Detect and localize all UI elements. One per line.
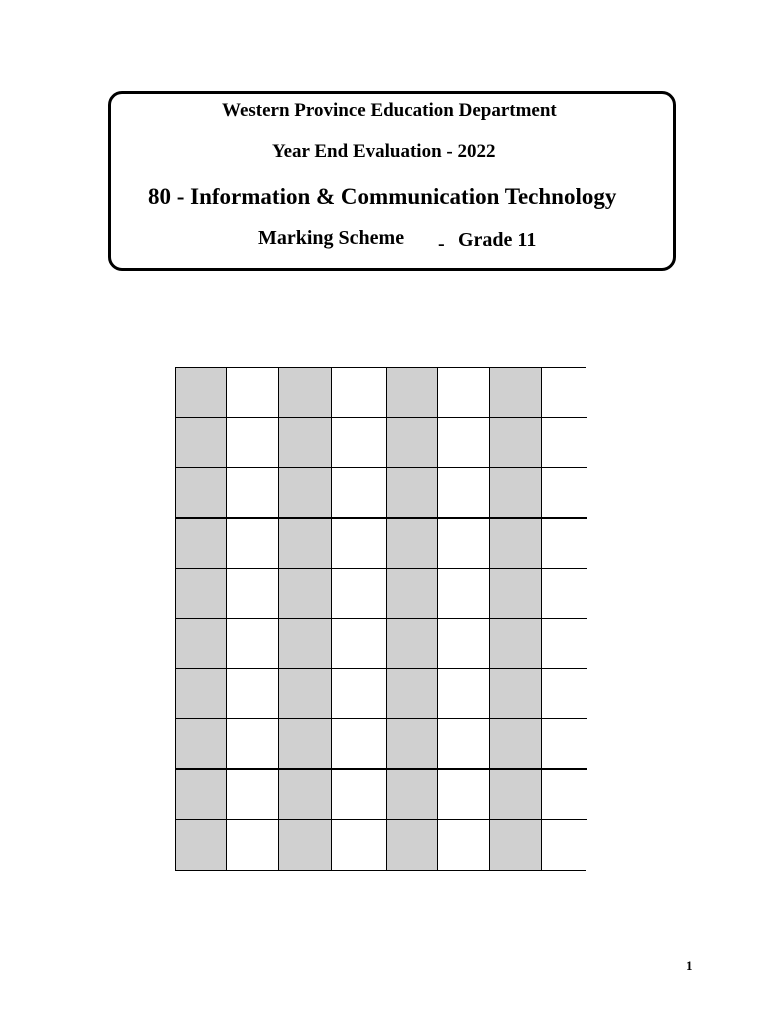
grid-cell [438,418,490,468]
grid-cell [438,820,490,870]
grid-cell [490,619,542,669]
grid-cell [279,770,332,820]
grid-cell [176,719,227,769]
grid-cell [176,569,227,619]
grid-cell [542,719,587,769]
grid-cell [227,468,279,518]
grid-cell [438,619,490,669]
grid-cell [279,569,332,619]
grid-cell [387,368,438,418]
grid-cell [227,619,279,669]
grid-cell [490,468,542,518]
grid-cell [176,770,227,820]
page-number: 1 [686,958,693,973]
grid-cell [387,468,438,518]
grid-cell [176,368,227,418]
grid-cell [332,619,387,669]
grid-cell [176,669,227,719]
grid-cell [279,619,332,669]
grid-cell [279,468,332,518]
grid-cell [387,418,438,468]
marking-scheme-label: Marking Scheme [258,227,405,249]
grid-cell [387,669,438,719]
grid-cell [542,770,587,820]
grid-cell [438,519,490,569]
grid-cell [279,368,332,418]
grid-cell [387,719,438,769]
grid-cell [332,770,387,820]
grid-cell [279,669,332,719]
grid-cell [490,569,542,619]
grid-cell [332,368,387,418]
grid-cell [332,669,387,719]
grid-cell [332,719,387,769]
grid-cell [438,368,490,418]
grid-cell [542,619,587,669]
grid-cell [490,368,542,418]
grid-cell [490,418,542,468]
grid-cell [332,468,387,518]
grid-cell [490,770,542,820]
grid-cell [438,669,490,719]
grid-cell [542,820,587,870]
grid-cell [438,569,490,619]
grid-cell [227,368,279,418]
grid-cell [387,770,438,820]
grid-cell [279,519,332,569]
grid-cell [176,418,227,468]
grid-cell [227,569,279,619]
grid-cell [176,468,227,518]
grid-cell [490,669,542,719]
grid-cell [176,820,227,870]
grid-cell [387,519,438,569]
grid-cell [332,418,387,468]
grid-cell [332,820,387,870]
grid-cell [542,368,587,418]
grid-cell [227,719,279,769]
subject-title: 80 - Information & Communication Technology [148,184,617,209]
grid-cell [542,519,587,569]
grid-cell [332,569,387,619]
grid-cell [387,820,438,870]
grid-cell [387,619,438,669]
grid-cell [387,569,438,619]
grid-cell [490,719,542,769]
title-dash: - [438,233,445,255]
grid-cell [227,770,279,820]
department-title: Western Province Education Department [222,100,557,121]
grid-cell [490,820,542,870]
grid-cell [332,519,387,569]
grade-label: Grade 11 [458,229,537,251]
grid-cell [279,418,332,468]
grid-cell [279,820,332,870]
grid-cell [227,418,279,468]
grid-cell [438,719,490,769]
grid-cell [176,619,227,669]
grid-cell [490,519,542,569]
grid-cell [227,669,279,719]
evaluation-title: Year End Evaluation - 2022 [272,141,496,162]
grid-cell [542,569,587,619]
grid-cell [176,519,227,569]
grid-cell [542,468,587,518]
grid-cell [438,468,490,518]
grid-cell [438,770,490,820]
grid-cell [542,418,587,468]
answer-grid [175,367,586,871]
grid-cell [227,519,279,569]
grid-cell [227,820,279,870]
grid-cell [542,669,587,719]
grid-cell [279,719,332,769]
